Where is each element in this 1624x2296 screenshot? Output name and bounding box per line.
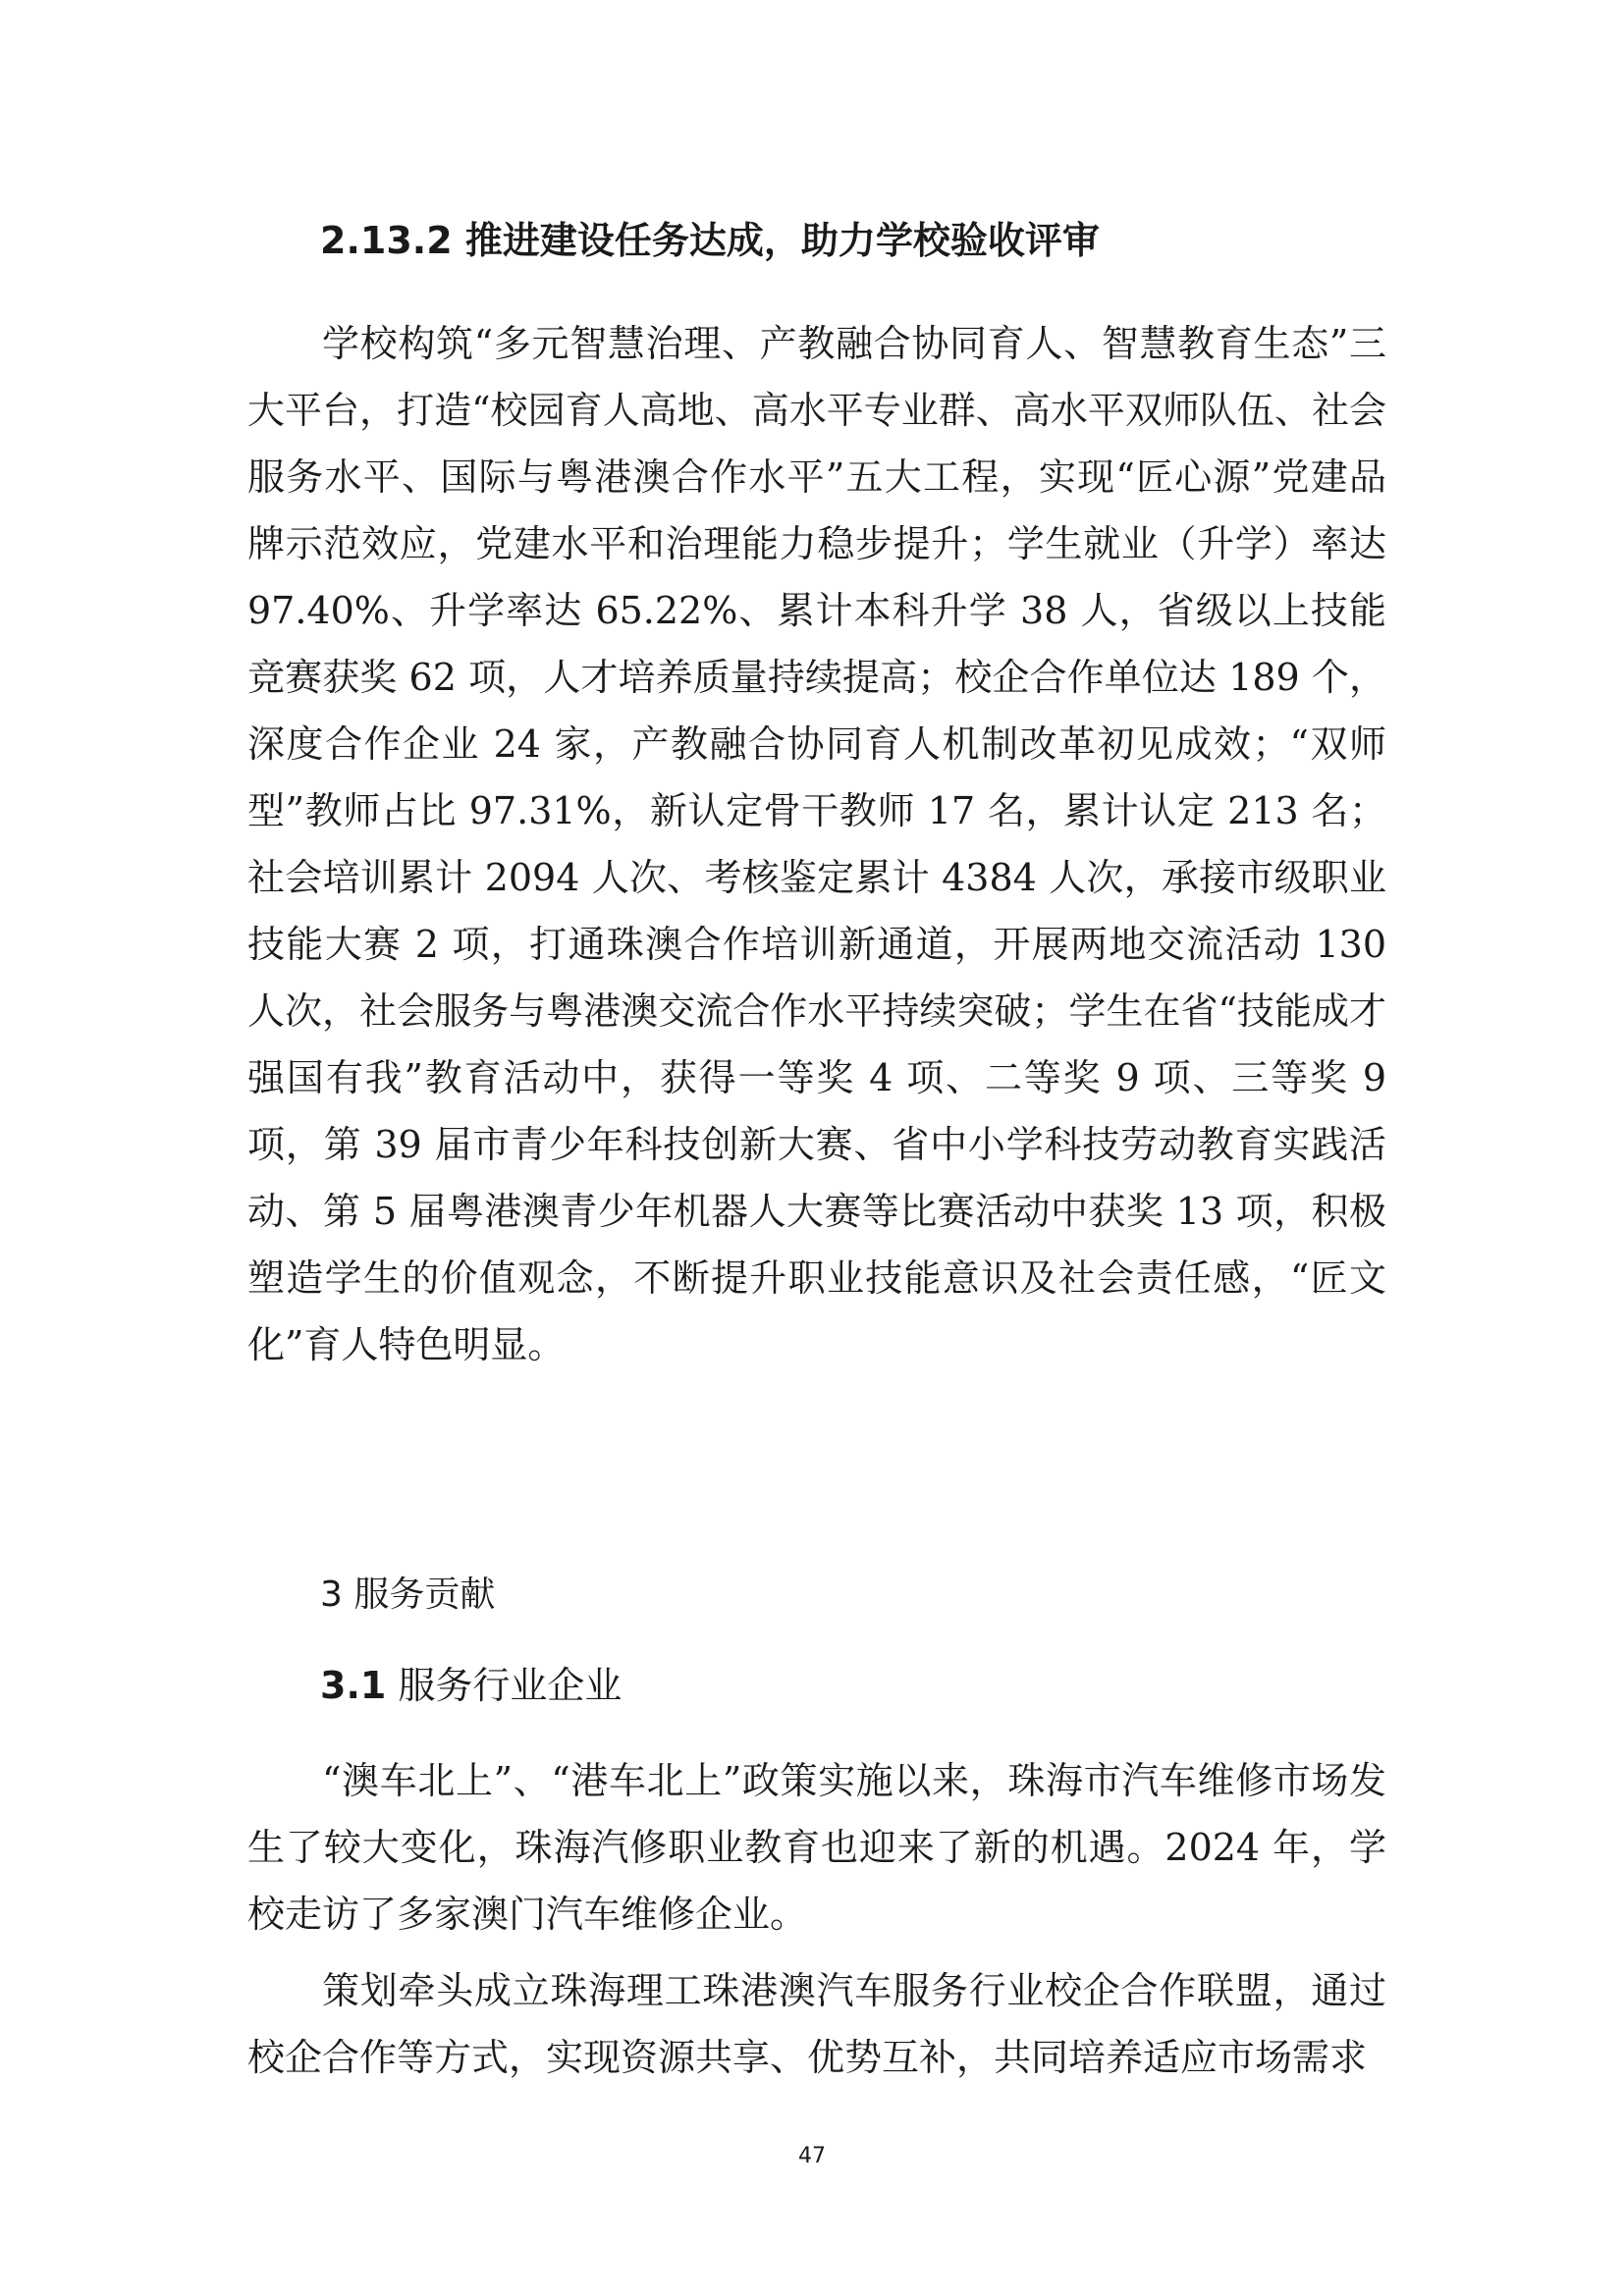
section-title: 服务行业企业 <box>386 1664 623 1707</box>
section-3-1-paragraph-1: “澳车北上”、“港车北上”政策实施以来，珠海市汽车维修市场发生了较大变化，珠海汽修职业教育也迎来了新的机遇。2024 年，学校走访了多家澳门汽车维修企业。 <box>247 1759 1386 1936</box>
page-number: 47 <box>798 2144 826 2168</box>
section-heading-2-13-2: 2.13.2 推进建设任务达成，助力学校验收评审 <box>320 219 1100 262</box>
chapter-heading-3: 3 服务贡献 <box>320 1575 496 1615</box>
section-3-1-paragraph-2: 策划牵头成立珠海理工珠港澳汽车服务行业校企合作联盟，通过校企合作等方式，实现资源共享、优势互补，共同培养适应市场需求 <box>247 1969 1386 2079</box>
section-2-13-2-paragraph: 学校构筑“多元智慧治理、产教融合协同育人、智慧教育生态”三大平台，打造“校园育人高地、高水平专业群、高水平双师队伍、社会服务水平、国际与粤港澳合作水平”五大工程，实现“匠心源”党建品牌示范效应，党建水平和治理能力稳步提升；学生就业（升学）率达 97.40%、升学率达 65.22%、累计本科升学 38 人，省级以上技能竞赛获奖 62 项，人才培养质量持续提高；校企合作单位达 189 个，深度合作企业 24 家，产教融合协同育人机制改革初见成效；“双师型”教师占比 97.31%，新认定骨干教师 17 名，累计认定 213 名；社会培训累计 2094 人次、考核鉴定累计 4384 人次，承接市级职业技能大赛 2 项，打通珠澳合作培训新通道，开展两地交流活动 130 人次，社会服务与粤港澳交流合作水平持续突破；学生在省“技能成才强国有我”教育活动中，获得一等奖 4 项、二等奖 9 项、三等奖 9 项，第 39 届市青少年科技创新大赛、省中小学科技劳动教育实践活动、第 5 届粤港澳青少年机器人大赛等比赛活动中获奖 13 项，积极塑造学生的价值观念，不断提升职业技能意识及社会责任感，“匠文化”育人特色明显。 <box>247 322 1386 1366</box>
section-heading-3-1 <box>320 1659 622 1712</box>
section-number: 3.1 <box>320 1664 387 1707</box>
